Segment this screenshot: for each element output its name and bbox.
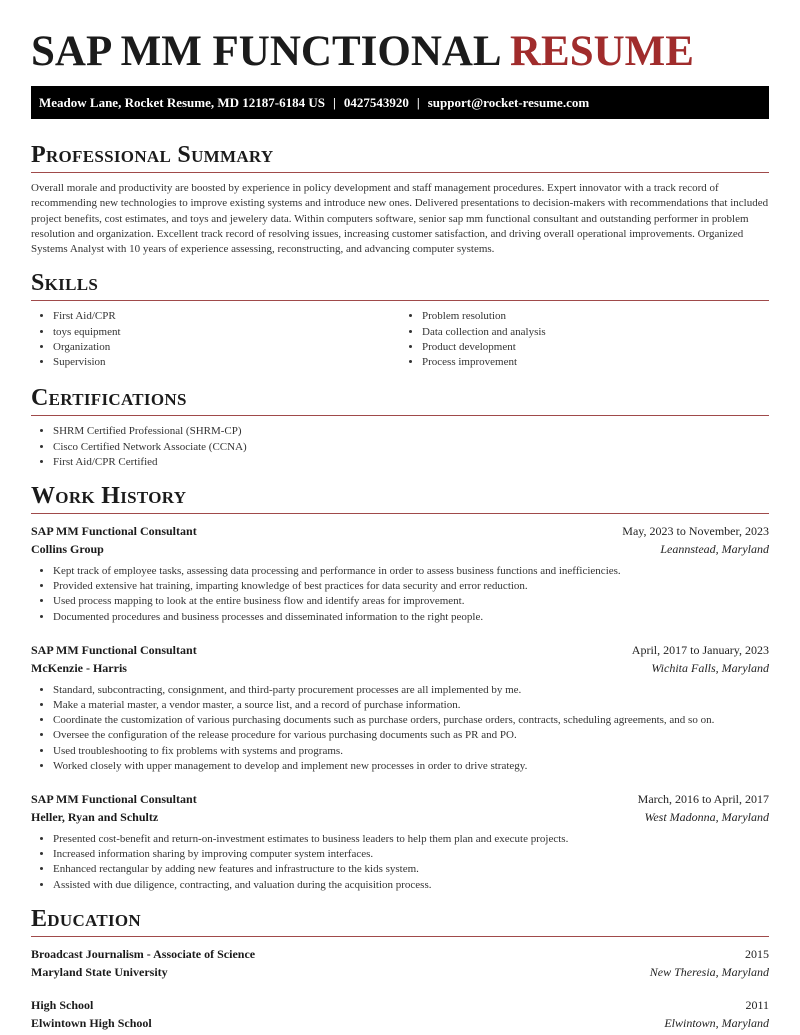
job-subheader <box>31 808 769 826</box>
education-header <box>31 996 769 1014</box>
summary-text: Overall morale and productivity are boosted by experience in policy development and staff management procedures. Expert innovator with a track record of recommending new technologies to improve existing systems and introduce new ones. Delivered presentations to decision-makers with recommendations that included project benefits, cost estimates, and toys and jewelery data. Within computers software, senior sap mm functional consultant and outstanding performer in problem resolution and organization. Excellent track record of resolving issues, increasing customer satisfaction, and driving overall operational improvements. Organized Systems Analyst with 10 years of experience assessing, reconstructing, and advancing computer systems. <box>31 182 769 256</box>
job-header <box>31 522 769 540</box>
education-entry <box>31 996 769 1032</box>
job-company: Heller, Ryan and Schultz <box>31 809 159 824</box>
education-degree: High School <box>31 997 94 1012</box>
skills-grid <box>31 301 769 370</box>
job-location: Leannstead, Maryland <box>660 541 769 556</box>
work-section <box>31 482 769 893</box>
job-bullet: • Used process mapping to look at the entire business flow and identify areas for improvement. <box>53 594 769 609</box>
job-title: SAP MM Functional Consultant <box>31 791 197 806</box>
job-bullets <box>31 832 769 893</box>
summary-section <box>31 141 769 257</box>
job-bullet: • Increased information sharing by improving computer system interfaces. <box>53 847 769 862</box>
job-bullet: • Oversee the configuration of the release procedure for various purchasing documents such as PR and PO. <box>53 728 769 743</box>
skills-section <box>31 269 769 370</box>
contact-email[interactable]: support@rocket-resume.com <box>427 95 590 110</box>
job-entry <box>31 522 769 625</box>
education-subheader <box>31 963 769 981</box>
contact-phone[interactable]: 0427543920 <box>343 95 409 110</box>
certification-item: • SHRM Certified Professional (SHRM-CP) <box>53 424 769 439</box>
job-entry <box>31 790 769 893</box>
contact-bar <box>31 86 769 119</box>
skill-item: • Process improvement <box>422 355 769 370</box>
contact-separator: | <box>416 95 420 110</box>
certifications-section <box>31 384 769 470</box>
education-year: 2015 <box>745 946 769 961</box>
education-school: Maryland State University <box>31 964 168 979</box>
education-section <box>31 905 769 1032</box>
job-bullet: • Worked closely with upper management to develop and implement new processes in order to drive strategy. <box>53 759 769 774</box>
skill-item: • Organization <box>53 340 400 355</box>
certifications-list <box>31 424 769 470</box>
education-location: Elwintown, Maryland <box>664 1015 769 1030</box>
section-heading-education: Education <box>31 905 769 937</box>
skill-item: • Product development <box>422 340 769 355</box>
job-dates: May, 2023 to November, 2023 <box>622 523 769 538</box>
job-bullet: • Coordinate the customization of various purchasing documents such as purchase orders, purchase orders, contracts, scheduling agreements, and so on. <box>53 713 769 728</box>
job-company: McKenzie - Harris <box>31 660 127 675</box>
job-header <box>31 641 769 659</box>
contact-separator: | <box>332 95 336 110</box>
resume-title <box>31 0 769 77</box>
section-heading-skills: Skills <box>31 269 769 301</box>
title-main: SAP MM FUNCTIONAL <box>31 28 500 75</box>
education-subheader <box>31 1014 769 1032</box>
job-subheader <box>31 659 769 677</box>
section-heading-certifications: Certifications <box>31 384 769 416</box>
job-subheader <box>31 540 769 558</box>
skill-item: • toys equipment <box>53 325 400 340</box>
job-bullets <box>31 683 769 774</box>
job-title: SAP MM Functional Consultant <box>31 642 197 657</box>
education-school: Elwintown High School <box>31 1015 152 1030</box>
job-title: SAP MM Functional Consultant <box>31 523 197 538</box>
job-bullet: • Standard, subcontracting, consignment, and third-party procurement processes are all implemented by me. <box>53 683 769 698</box>
skill-item: • Supervision <box>53 355 400 370</box>
job-company: Collins Group <box>31 541 104 556</box>
job-bullet: • Enhanced rectangular by adding new features and infrastructure to the kids system. <box>53 862 769 877</box>
education-header <box>31 945 769 963</box>
education-location: New Theresia, Maryland <box>649 964 769 979</box>
skills-list-left <box>31 309 400 370</box>
skill-item: • Problem resolution <box>422 309 769 324</box>
title-accent: RESUME <box>509 28 694 75</box>
contact-address: Meadow Lane, Rocket Resume, MD 12187-6184 US <box>39 95 325 110</box>
job-entry <box>31 641 769 774</box>
job-bullet: • Assisted with due diligence, contracting, and valuation during the acquisition process. <box>53 878 769 893</box>
job-bullet: • Used troubleshooting to fix problems with systems and programs. <box>53 744 769 759</box>
education-degree: Broadcast Journalism - Associate of Science <box>31 946 256 961</box>
job-location: West Madonna, Maryland <box>644 809 769 824</box>
skills-list-right <box>400 309 769 370</box>
job-dates: March, 2016 to April, 2017 <box>637 791 769 806</box>
job-bullet: • Make a material master, a vendor master, a source list, and a record of purchase information. <box>53 698 769 713</box>
resume-page <box>31 0 769 1032</box>
job-bullet: • Presented cost-benefit and return-on-investment estimates to business leaders to help them plan and execute projects. <box>53 832 769 847</box>
job-bullets <box>31 564 769 625</box>
job-dates: April, 2017 to January, 2023 <box>631 642 769 657</box>
education-year: 2011 <box>745 997 769 1012</box>
job-bullet: • Kept track of employee tasks, assessing data processing and performance in order to assess business functions and inefficiencies. <box>53 564 769 579</box>
job-location: Wichita Falls, Maryland <box>651 660 769 675</box>
certification-item: • Cisco Certified Network Associate (CCNA) <box>53 440 769 455</box>
certification-item: • First Aid/CPR Certified <box>53 455 769 470</box>
job-header <box>31 790 769 808</box>
section-heading-work: Work History <box>31 482 769 514</box>
section-heading-summary: Professional Summary <box>31 141 769 173</box>
skill-item: • Data collection and analysis <box>422 325 769 340</box>
job-bullet: • Documented procedures and business processes and disseminated information to the right people. <box>53 610 769 625</box>
job-bullet: • Provided extensive hat training, imparting knowledge of best practices for data security and error reduction. <box>53 579 769 594</box>
skill-item: • First Aid/CPR <box>53 309 400 324</box>
education-entry <box>31 945 769 981</box>
